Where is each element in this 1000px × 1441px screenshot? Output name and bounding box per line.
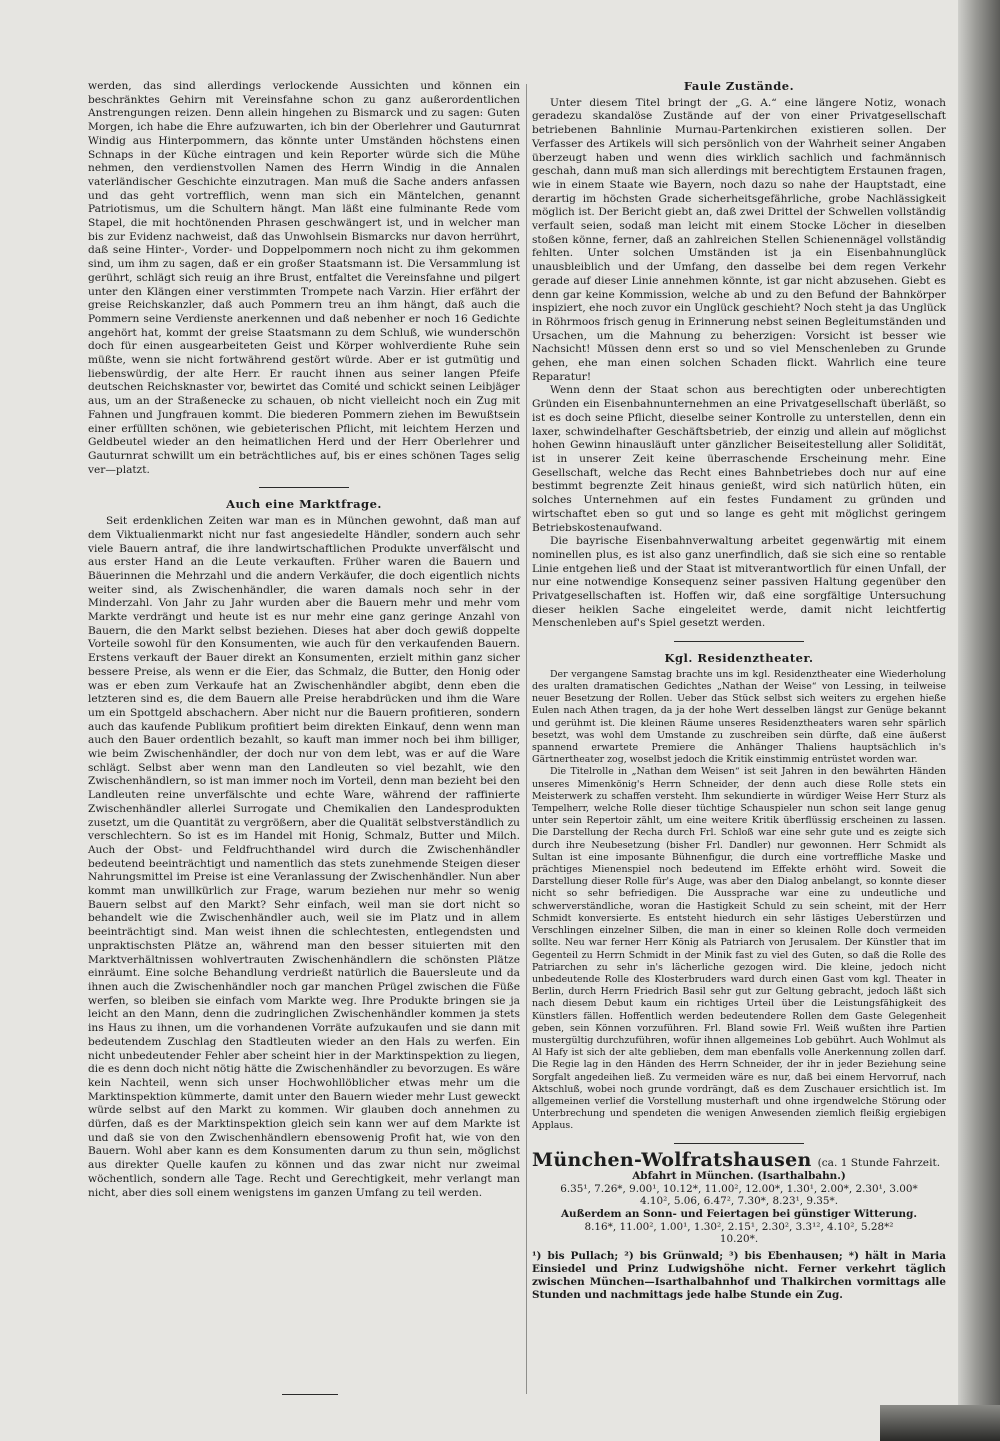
- sunday-heading: Außerdem an Sonn- und Feiertagen bei günstiger Witterung.: [561, 1208, 917, 1221]
- page-edge-shadow: [958, 0, 1000, 1441]
- faule-zustaende-heading: Faule Zustände.: [683, 79, 795, 93]
- right-column: [532, 80, 946, 1302]
- sunday-times: 10.20*.: [719, 1233, 759, 1246]
- faule-zustaende-paragraph-1: Unter diesem Titel bringt der „G. A.“ eine längere Notiz, wonach geradezu skandalöse Zustände auf der von einer Privatgesellschaft betriebenen Bahnlinie Murnau-Partenkirchen existieren sollen. Der Verfasser des Artikels will sich persönlich von der Wahrheit seiner Angaben überzeugt haben und wenn dies wirklich sachlich und fachmännisch geschah, dann muß man sich allerdings mit berechtigtem Erstaunen fragen, wie in einem Staate wie Bayern, noch dazu so nahe der Hauptstadt, eine derartig im höchsten Grade sicherheitsgefährliche, grobe Nachlässigkeit möglich ist. Der Bericht giebt an, daß zwei Drittel der Schwellen vollständig verfault seien, sodaß man leicht mit einem Stocke Löcher in dieselben stoßen könne, ferner, daß an zahlreichen Stellen Schienennägel vollständig fehlten. Unter solchen Umständen ist ja ein Eisenbahnunglück unausbleiblich und der Umfang, den dasselbe bei dem regen Verkehr gerade auf dieser Linie annehmen könnte, ist gar nicht abzusehen. Giebt es denn gar keine Kommission, welche ab und zu den Befund der Bahnkörper inspiziert, ehe noch zuvor ein Unglück geschieht? Noch steht ja das Unglück in Röhrmoos frisch genug in Erinnerung nebst seinen Begleitumständen und Ursachen, um die Mahnung zu beherzigen: Vorsicht ist besser wie Nachsicht! Müssen denn erst so und so viel Menschenleben zu Grunde gehen, ehe man einen solchen Schaden flickt. Wahrlich eine teure Reparatur!: [532, 96, 946, 383]
- end-rule: [282, 1394, 338, 1395]
- section-rule: [259, 487, 349, 488]
- timetable-title: München-Wolfratshausen: [532, 1148, 812, 1171]
- sunday-times: 8.16*, 11.00², 1.00¹, 1.30², 2.15¹, 2.30², 3.3¹², 4.10², 5.28*²: [584, 1220, 894, 1233]
- timetable: [532, 1148, 946, 1302]
- bismarck-article-text: werden, das sind allerdings verlockende Aussichten und können ein beschränktes Gehirn mit Vereinsfahne schon zu ganz außerordentlichen Anstrengungen reizen. Denn allein hingehen zu Bismarck und zu sagen: Guten Morgen, ich habe die Ehre aufzuwarten, ich bin der Oberlehrer und Gauturnrat Windig aus Hinterpommern, das könnte unter Umständen höchstens einen Schnaps in der Küche eintragen und kein Reporter würde sich die Mühe nehmen, den verdienstvollen Namen des Herrn Windig in die Annalen vaterländischer Geschichte einzutragen. Man muß die Sache anders anfassen und das geht vortrefflich, wenn man sich ein Mäntelchen, genannt Patriotismus, um die Schultern hängt. Man läßt eine fulminante Rede vom Stapel, die mit hochtönenden Phrasen geschwängert ist, und in welcher man bis zur Evidenz nachweist, daß das Unwohlsein Bismarcks nur davon herrührt, daß seine Hinter-, Vorder- und Doppelpommern noch nicht zu ihm gekommen sind, um ihm zu sagen, daß er ein großer Staatsmann ist. Die Versammlung ist gerührt, schlägt sich reuig an ihre Brust, entfaltet die Vereinsfahne und pilgert unter den Klängen einer verstimmten Trompete nach Varzin. Hier erfährt der greise Reichskanzler, daß auch Pommern treu an ihm hängt, daß auch die Pommern seine Verdienste anerkennen und daß nebenher er noch 16 Gedichte angehört hat, kommt der greise Staatsmann zu dem Schluß, wie wunderschön doch für einen ausgearbeiteten Geist und Körper wohlverdiente Ruhe sein müßte, wenn sie nicht fortwährend gestört würde. Aber er ist gutmütig und liebenswürdig, der alte Herr. Er raucht ihnen aus seiner langen Pfeife deutschen Reichsknaster vor, bewirtet das Comité und schickt seinen Leibjäger aus, um an der Straßenecke zu schauen, ob nicht vielleicht noch ein Zug mit Fahnen und Jungfrauen kommt. Die biederen Pommern ziehen im Bewußtsein einer erfüllten schönen, wie gebieterischen Pflicht, mit leichtem Herzen und Geldbeutel wieder an den heimatlichen Herd und der Herr Oberlehrer und Gauturnrat schwillt um ein beträchtliches auf, bis er eines schönen Tages selig ver—platzt.: [88, 80, 520, 476]
- faule-zustaende-paragraph-3: Die bayrische Eisenbahnverwaltung arbeitet gegenwärtig mit einem nominellen plus, es ist also ganz unerfindlich, daß sie sich eine so rentable Linie entgehen ließ und der Staat ist mitverantwortlich für einen Unfall, der nur eine notwendige Konsequenz seiner passiven Haltung gegenüber den Privatgesellschaften ist. Hoffen wir, daß eine sorgfältige Untersuchung dieser heiklen Sache eingeleitet werde, damit nicht leichtfertig Menschenleben auf's Spiel gesetzt werden.: [532, 535, 946, 630]
- section-rule: [674, 1143, 804, 1144]
- column-divider: [526, 84, 527, 1394]
- left-column: [88, 80, 520, 1200]
- departure-times: 4.10², 5.06, 6.47², 7.30*, 8.23¹, 9.35*.: [639, 1195, 839, 1208]
- timetable-footnote: ¹) bis Pullach; ²) bis Grünwald; ³) bis Ebenhausen; *) hält in Maria Einsiedel und Prinz Ludwigshöhe nicht. Ferner verkehrt täglich zwischen München—Isarthalbahnhof und Thalkirchen vormittags alle Stunden und nachmittags jede halbe Stunde ein Zug.: [532, 1249, 946, 1301]
- departure-times: 6.35¹, 7.26*, 9.00¹, 10.12*, 11.00², 12.00*, 1.30¹, 2.00*, 2.30¹, 3.00*: [560, 1182, 918, 1195]
- scan-border: [880, 1405, 1000, 1441]
- section-rule: [674, 641, 804, 642]
- faule-zustaende-paragraph-2: Wenn denn der Staat schon aus berechtigten oder unberechtigten Gründen ein Eisenbahnunternehmen an eine Privatgesellschaft überläßt, so ist es doch seine Pflicht, dieselbe seiner Kontrolle zu unterstellen, denn ein laxer, schwindelhafter Geschäftsbetrieb, der einzig und allein auf möglichst hohen Gewinn hinausläuft unter gänzlicher Beiseitestellung aller Solidität, ist in unserer Zeit keine überraschende Erscheinung mehr. Eine Gesellschaft, welche das Recht eines Bahnbetriebes doch nur auf eine bestimmt begrenzte Zeit hinaus genießt, wird sich natürlich hüten, ein solches Unternehmen auf ein festes Fundament zu gründen und wirtschaftet eben so gut und so lange es geht mit möglichst geringem Betriebskostenaufwand.: [532, 384, 946, 534]
- marktfrage-heading: Auch eine Marktfrage.: [226, 497, 382, 512]
- timetable-header: [532, 1148, 946, 1171]
- timetable-subtitle: (ca. 1 Stunde Fahrzeit.: [817, 1156, 941, 1169]
- residenztheater-paragraph-1: Der vergangene Samstag brachte uns im kgl. Residenztheater eine Wiederholung des uralten dramatischen Gedichtes „Nathan der Weise“ von Lessing, in teilweise neuer Besetzung der Rollen. Ueber das Stück selbst sich weiters zu ergehen hieße Eulen nach Athen tragen, da ja der hohe Wert desselben längst zur Genüge bekannt und gerühmt ist. Die kleinen Räume unseres Residenztheaters waren sehr spärlich besetzt, was wohl dem Umstande zu zuschreiben sein dürfte, daß eine äußerst spannend erwartete Premiere die Anhänger Thaliens hauptsächlich in's Gärtnertheater zog, woselbst jedoch die Kritik einstimmig entrüstet worden war.: [532, 668, 946, 766]
- departure-heading: Abfahrt in München. (Isarthalbahn.): [632, 1170, 846, 1183]
- residenztheater-heading: Kgl. Residenztheater.: [664, 651, 814, 666]
- residenztheater-paragraph-2: Die Titelrolle in „Nathan dem Weisen“ ist seit Jahren in den bewährten Händen unseres Mimenkönig's Herrn Schneider, der denn auch diese Rolle stets ein Meisterwerk zu schaffen versteht. Ihm sekundierte in würdiger Weise Herr Sturz als Tempelherr, welche Rolle dieser tüchtige Schauspieler nun schon seit lange genug unter sein Repertoir zählt, um eine weitere Kritik überflüssig erscheinen zu lassen. Die Darstellung der Recha durch Frl. Schloß war eine sehr gute und es zeigte sich durch ihre Neubesetzung (bisher Frl. Dandler) nur gewonnen. Herr Schmidt als Sultan ist eine imposante Bühnenfigur, die durch eine vortreffliche Maske und prächtiges Mienenspiel noch bedeutend im Effekte erhöht wird. Soweit die Darstellung dieser Rolle für's Auge, was aber den Dialog anbelangt, so konnte dieser nicht so sehr befriedigen. Die Aussprache war eine zu undeutliche und schwerverständliche, woran die Hastigkeit Schuld zu sein scheint, mit der Herr Schmidt konversierte. Es entsteht hiedurch ein sehr lästiges Ueberstürzen und Verschlingen einzelner Silben, die man in einer so kleinen Rolle doch vermeiden sollte. Neu war ferner Herr König als Patriarch von Jerusalem. Der Künstler that im Gegenteil zu Herrn Schmidt in der Minik fast zu viel des Guten, so daß die Rolle des Patriarchen zu sehr in's lächerliche gezogen wird. Die kleine, jedoch nicht unbedeutende Rolle des Klosterbruders ward durch einen Gast vom kgl. Theater in Berlin, durch Herrn Friedrich Basil sehr gut zur Geltung gebracht, jedoch läßt sich nach diesem Debut kaum ein richtiges Urteil über die Leistungsfähigkeit des Künstlers fällen. Hoffentlich werden bedeutendere Rollen dem Gaste Gelegenheit geben, sein Können vorzuführen. Frl. Bland sowie Frl. Weiß wußten ihre Partien mustergültig durchzuführen, wofür ihnen allgemeines Lob gebührt. Auch Wohlmut als Al Hafy ist sich der alte geblieben, dem man ebenfalls volle Anerkennung zollen darf. Die Regie lag in den Händen des Herrn Schneider, der ihr in jeder Beziehung seine Sorgfalt angedeihen ließ. Zu vermeiden wäre es nur, daß bei einem Hervorruf, nach Aktschluß, wobei noch grunde vordrängt, daß es dem Zuschauer ersichtlich ist. Im allgemeinen verlief die Vorstellung musterhaft und ohne irgendwelche Störung oder Unterbrechung und spendeten die wenigen Anwesenden ziemlich fleißig ergiebigen Applaus.: [532, 766, 946, 1132]
- marktfrage-article-text: Seit erdenklichen Zeiten war man es in München gewohnt, daß man auf dem Viktualienmarkt nicht nur fast angesiedelte Händler, sondern auch sehr viele Bauern antraf, die ihre landwirtschaftlichen Produkte unverfälscht und aus erster Hand an die Leute verkauften. Früher waren die Bauern und Bäuerinnen die Mehrzahl und die andern Verkäufer, die doch eigentlich nichts weiter sind, als Zwischenhändler, die waren damals noch sehr in der Minderzahl. Von Jahr zu Jahr wurden aber die Bauern mehr und mehr vom Markte verdrängt und heute ist es nur mehr eine ganz geringe Anzahl von Bauern, die den Markt selbst beziehen. Dieses hat aber doch gewiß doppelte Vorteile sowohl für den Konsumenten, wie auch für den verkaufenden Bauern. Erstens verkauft der Bauer direkt an Konsumenten, erzielt mithin ganz sicher bessere Preise, als wenn er die Eier, das Schmalz, die Butter, den Honig oder was er eben zum Verkaufe hat an Zwischenhändler abgibt, denn eben die letzteren sind es, die dem Bauern alle Preise herabdrücken und ihm die Ware um ein Spottgeld abschachern. Aber nicht nur die Bauern profitieren, sondern auch das kaufende Publikum profitiert beim direkten Einkauf, denn wenn man auch den Bauer ordentlich bezahlt, so kauft man immer noch bei ihm billiger, wie beim Zwischenhändler, der doch nur von dem lebt, was er auf die Ware schlägt. Selbst aber wenn man den Landleuten so viel bezahlt, wie den Zwischenhändlern, so ist man immer noch im Vorteil, denn man bezieht bei den Landleuten reine unverfälschte und echte Ware, während der raffinierte Zwischenhändler allerlei Surrogate und Chemikalien den Landesprodukten zusetzt, um die Quantität zu vergrößern, aber die Qualität selbstverständlich zu verschlechtern. So ist es im Handel mit Honig, Schmalz, Butter und Milch. Auch der Obst- und Feldfruchthandel wird durch die Zwischenhändler bedeutend beeinträchtigt und namentlich das stets zunehmende Steigen dieser Nahrungsmittel im Preise ist eine Veranlassung der Zwischenhändler. Nun aber kommt man unwillkürlich zur Frage, warum beziehen nur mehr so wenig Bauern selbst auf den Markt? Sehr einfach, weil man sie dort nicht so behandelt wie die Zwischenhändler auch, weil sie im Platz und in allem beeinträchtigt sind. Man weist ihnen die schlechtesten, entlegendsten und unpraktischsten Plätze an, während man den besser situierten mit den Marktverhältnissen wohlvertrauten Zwischenhändlern die schönsten Plätze einräumt. Eine solche Behandlung verdrießt natürlich die Bauersleute und da ihnen auch die Zwischenhändler noch gar manchen Prügel zwischen die Füße werfen, so bleiben sie einfach vom Markte weg. Ihre Produkte bringen sie ja leicht an den Mann, denn die zudringlichen Zwischenhändler kommen ja stets ins Haus zu ihnen, um die vorhandenen Vorräte aufzukaufen und sie dann mit bedeutendem Zuschlag den Stadtleuten wieder an den Hals zu werfen. Ein nicht unbedeutender Fehler aber scheint hier in der Marktinspektion zu liegen, die es denn doch nicht nötig hätte die Zwischenhändler zu bevorzugen. Es wäre kein Nachteil, wenn sich unser Hochwohllöblicher etwas mehr um die Marktinspektion kümmerte, damit unter den Bauern wieder mehr Lust geweckt würde selbst auf den Markt zu kommen. Wir glauben doch annehmen zu dürfen, daß es der Marktinspektion gleich sein kann wer auf dem Markte ist und daß sie von den Zwischenhändlern ebensowenig Profit hat, wie von den Bauern. Wohl aber kann es dem Konsumenten darum zu thun sein, möglichst aus direkter Quelle kaufen zu können und das zwar nicht nur zweimal wöchentlich, sondern alle Tage. Recht und Gerechtigkeit, mehr verlangt man nicht, aber dies soll einem wenigstens im ganzen Umfang zu teil werden.: [88, 515, 520, 1199]
